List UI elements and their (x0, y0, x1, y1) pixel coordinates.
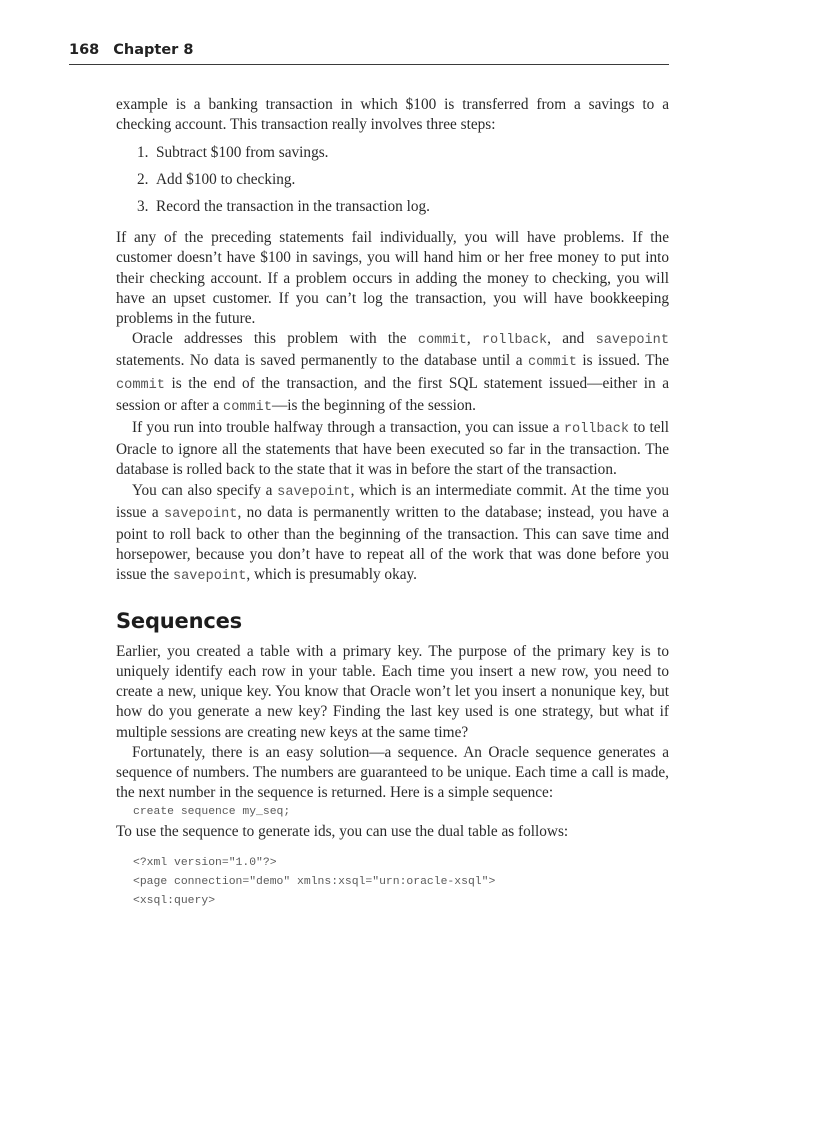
list-item (137, 170, 669, 190)
rollback-paragraph (116, 418, 669, 481)
code-line: <page connection="demo" xmlns:xsql="urn:oracle-xsql"> (133, 875, 496, 888)
text-run: is the end of the transaction, and the first SQL statement issued—either in a session or after a (116, 374, 669, 414)
page-body (116, 95, 669, 911)
code-rollback: rollback (563, 422, 630, 438)
text-run: to tell Oracle to ignore all the statements that have been executed so far in the transaction. The database is rolled back to the state that it was in before the start of the transaction. (116, 419, 669, 479)
problems-paragraph: If any of the preceding statements fail individually, you will have problems. If the customer doesn’t have $100 in savings, you will hand him or her free money to put into their checking account. If a problem occurs in adding the money to checking, you will have an upset customer. If you can’t log the transaction, you will have bookkeeping problems in the future. (116, 229, 669, 328)
code-rollback: rollback (481, 333, 548, 349)
list-item-text: Subtract $100 from savings. (156, 144, 329, 162)
commit-rollback-paragraph (116, 329, 669, 418)
text-run: , and (547, 330, 596, 348)
code-commit: commit (116, 377, 165, 393)
list-item-text: Add $100 to checking. (156, 171, 296, 189)
running-header (69, 42, 669, 65)
list-item (137, 143, 669, 163)
text-run: If you run into trouble halfway through a transaction, you can issue a (132, 419, 564, 437)
code-line: <xsql:query> (133, 894, 216, 907)
list-item-number: 2. (137, 171, 149, 189)
list-item-number: 1. (137, 144, 149, 162)
savepoint-paragraph (116, 481, 669, 588)
code-savepoint: savepoint (277, 484, 351, 500)
list-item-number: 3. (137, 198, 149, 215)
chapter-title: Chapter 8 (113, 42, 194, 58)
text-run: You can also specify a (132, 481, 278, 499)
text-run: , no data is permanently written to the database; instead, you have a point to roll back to other than the beginning of the transaction. This can save time and horsepower, because you don’t have to repeat all of the work that was done before you issue the (116, 503, 669, 584)
text-run: , (466, 330, 482, 348)
text-run: , which is presumably okay. (246, 566, 418, 584)
code-commit: commit (417, 333, 467, 349)
code-block-create-sequence: create sequence my_seq; (133, 806, 291, 819)
intro-paragraph: example is a banking transaction in which $100 is transferred from a savings to a checking account. This transaction really involves three steps: (116, 96, 669, 134)
transaction-steps-list (116, 143, 669, 217)
list-item (137, 197, 669, 217)
text-run: , which is an intermediate commit. At the time you issue a (116, 481, 670, 521)
page-number: 168 (69, 42, 100, 58)
dual-table-paragraph: To use the sequence to generate ids, you can use the dual table as follows: (116, 823, 569, 841)
text-run: statements. No data is saved permanently to the database until a (116, 352, 528, 370)
code-commit: commit (223, 399, 272, 415)
text-run: is issued. The (576, 352, 670, 370)
code-line: <?xml version="1.0"?> (133, 856, 277, 869)
code-savepoint: savepoint (172, 569, 247, 585)
code-savepoint: savepoint (595, 333, 669, 349)
primary-key-paragraph: Earlier, you created a table with a primary key. The purpose of the primary key is to uniquely identify each row in your table. Each time you insert a new row, you need to create a new, unique key. You know that Oracle won’t let you insert a nonunique key, but how do you generate a new key? Finding the last key used is one strategy, but what if multiple sessions are creating new keys at the same time? (116, 642, 669, 741)
text-run: —is the beginning of the session. (272, 396, 476, 414)
code-commit: commit (527, 355, 577, 371)
list-item-text: Record the transaction in the transaction log. (156, 198, 430, 215)
code-block-xsql (116, 854, 669, 911)
section-heading-sequences: Sequences (116, 608, 242, 633)
sequence-solution-paragraph: Fortunately, there is an easy solution—a sequence. An Oracle sequence generates a sequence of numbers. The numbers are guaranteed to be unique. Each time a call is made, the next number in the sequence is returned. Here is a simple sequence: (116, 743, 669, 802)
text-run: Oracle addresses this problem with the (132, 330, 418, 348)
code-savepoint: savepoint (164, 506, 238, 522)
